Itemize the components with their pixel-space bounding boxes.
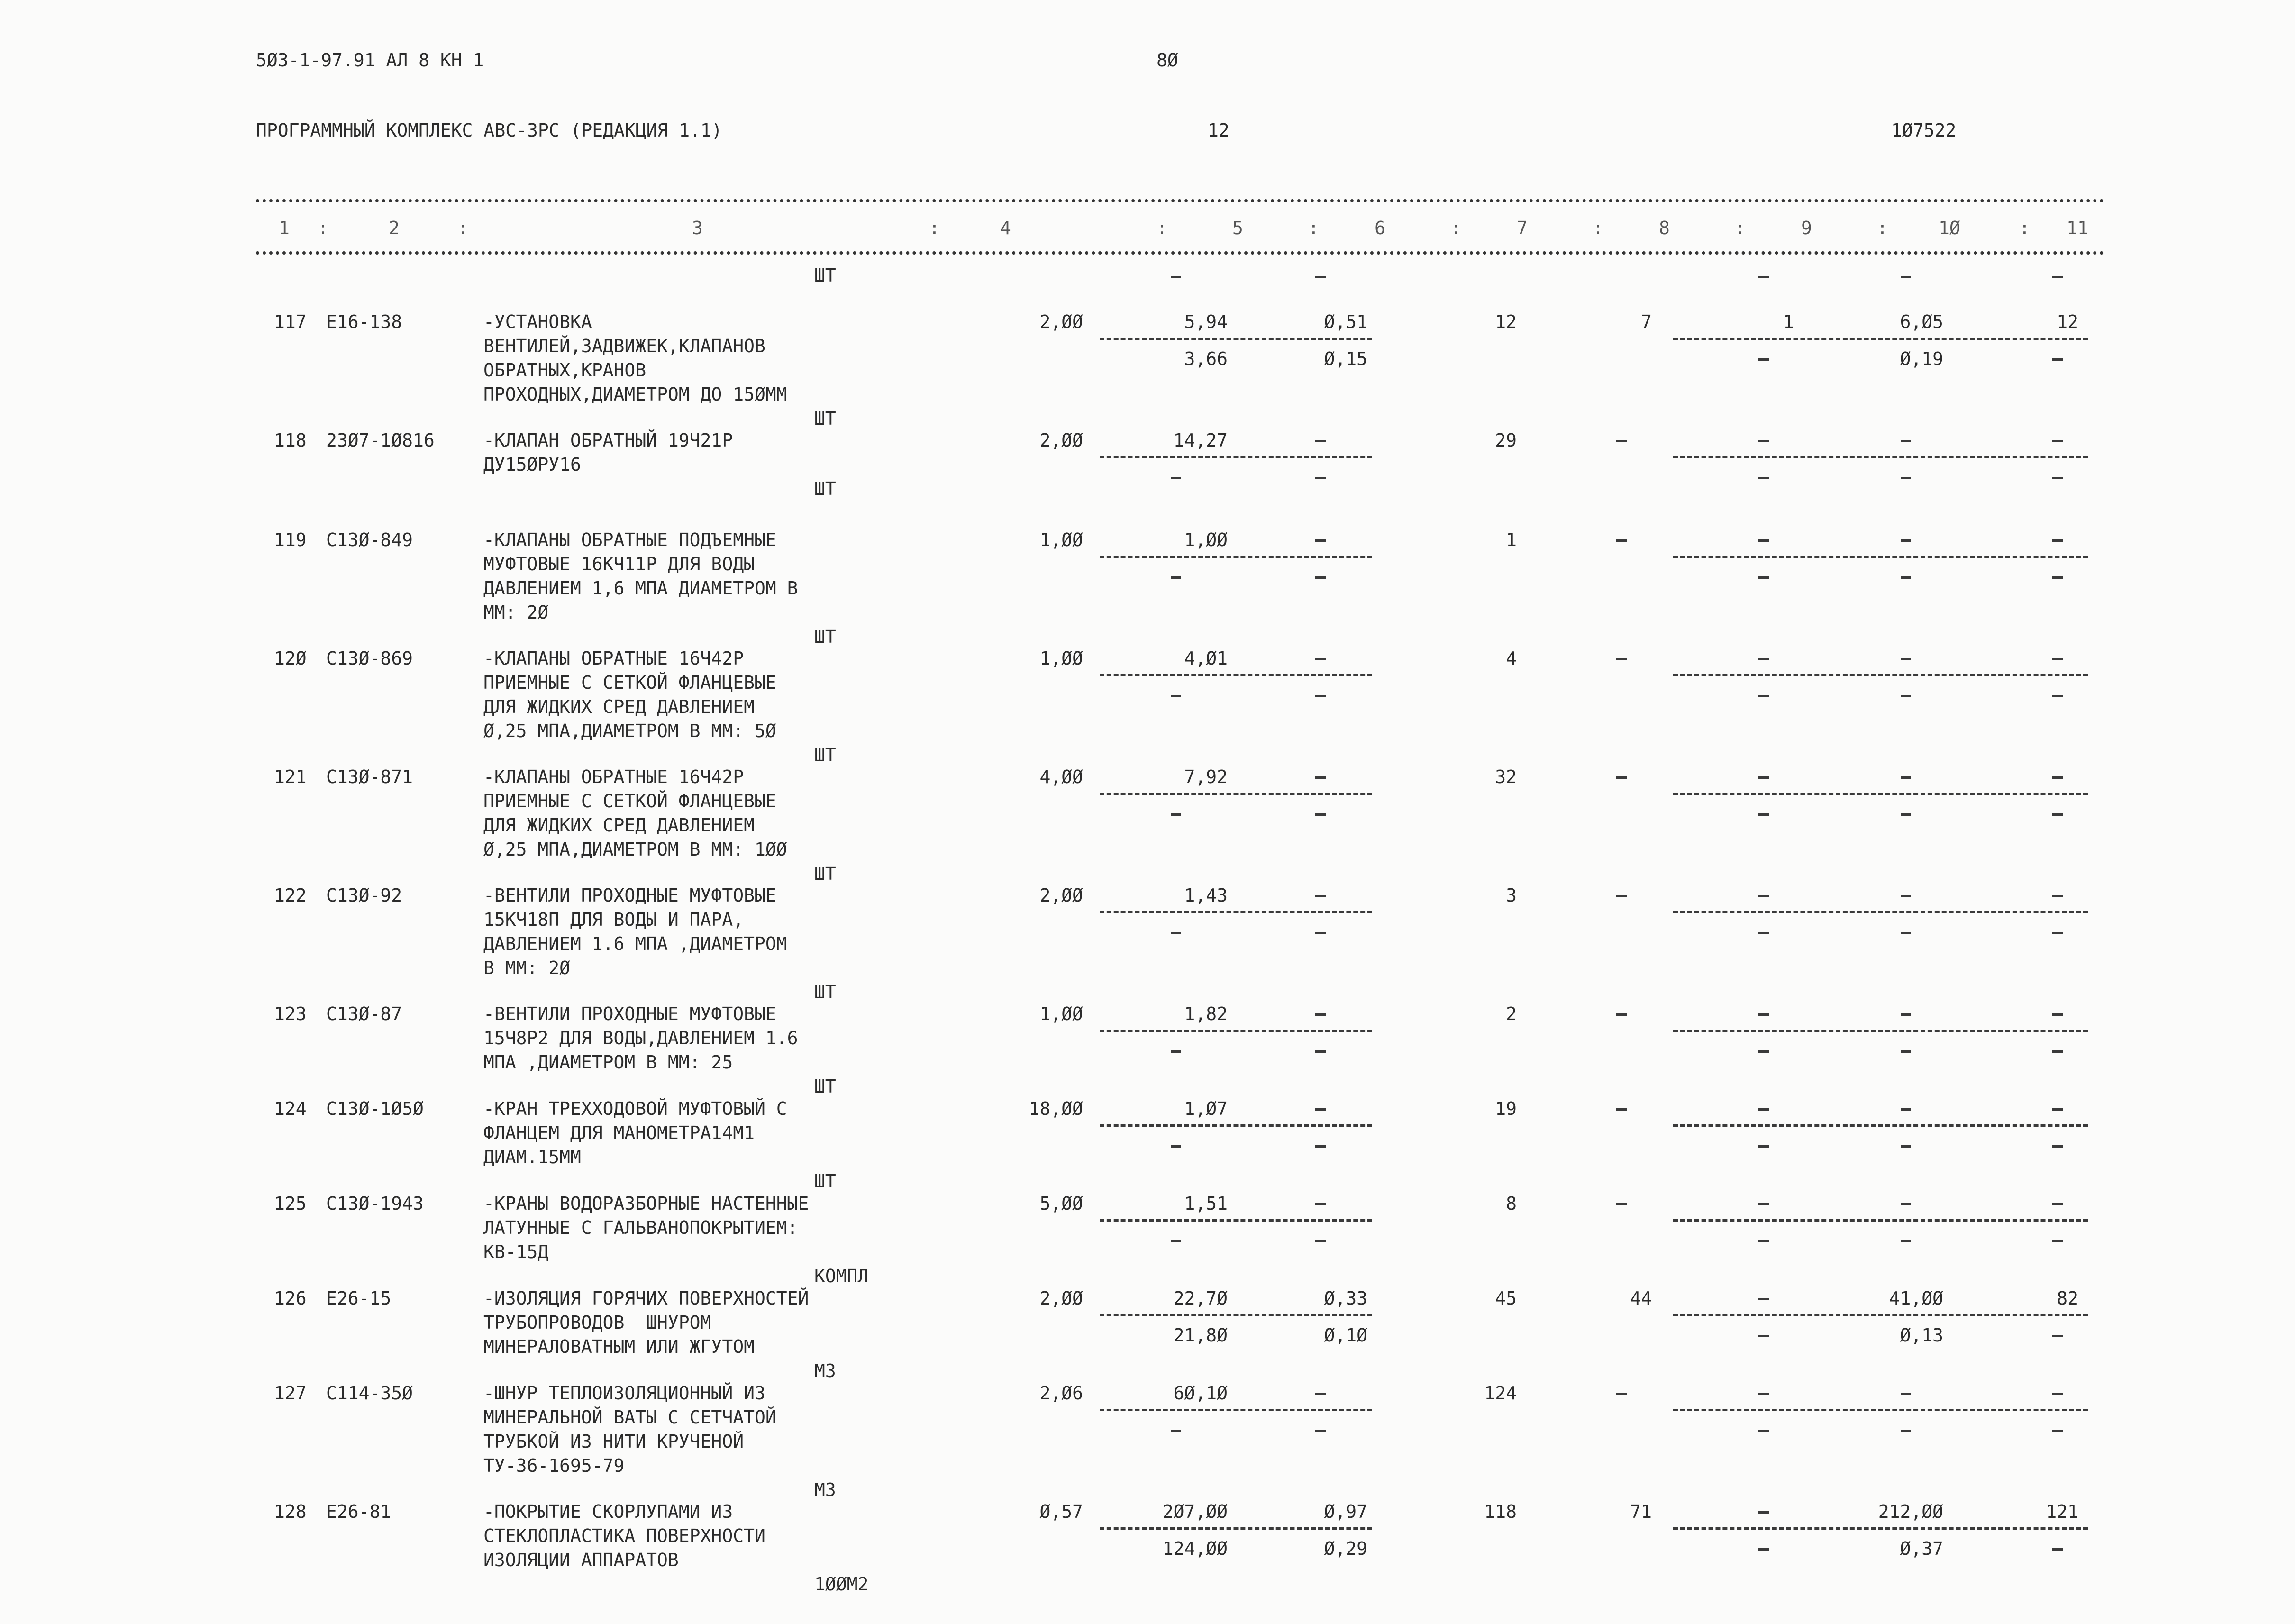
- dash-mark: [1758, 440, 1769, 442]
- dash-mark: [1901, 776, 1911, 779]
- dash-mark: [2052, 1430, 2063, 1432]
- column-header-6: 6: [1375, 218, 1385, 238]
- subtotal-separator: [1673, 1409, 2088, 1411]
- dash-mark: [1616, 658, 1627, 660]
- cell-qty: 2,ØØ: [1039, 311, 1083, 332]
- row-description-line: -КРАНЫ ВОДОРАЗБОРНЫЕ НАСТЕННЫЕ: [483, 1193, 809, 1214]
- dash-mark: [1901, 477, 1911, 479]
- row-description-line: ПРИЕМНЫЕ С СЕТКОЙ ФЛАНЦЕВЫЕ: [483, 672, 776, 693]
- cell-qty: 5,ØØ: [1039, 1193, 1083, 1214]
- dash-mark: [1315, 440, 1326, 442]
- column-header-3: 3: [692, 218, 703, 238]
- row-description-line: ОБРАТНЫХ,КРАНОВ: [483, 360, 647, 381]
- cell-c5: 21,8Ø: [1173, 1325, 1228, 1346]
- subtotal-separator: [1100, 456, 1372, 458]
- row-number: 123: [274, 1004, 307, 1024]
- dash-mark: [2052, 576, 2063, 579]
- column-separator: :: [1308, 218, 1319, 238]
- subtotal-separator: [1673, 1219, 2088, 1222]
- dash-mark: [1171, 576, 1181, 579]
- cell-qty: 1,ØØ: [1039, 1004, 1083, 1024]
- cell-qty: 2,ØØ: [1039, 1288, 1083, 1309]
- row-code: С13Ø-849: [326, 529, 413, 550]
- row-description-line: ТУ-36-1695-79: [483, 1455, 625, 1476]
- column-header-7: 7: [1517, 218, 1528, 238]
- subtotal-separator: [1673, 338, 2088, 340]
- row-description-line: ПРОХОДНЫХ,ДИАМЕТРОМ ДО 15ØММ: [483, 384, 787, 405]
- cell-c5: 14,27: [1173, 430, 1228, 451]
- cell-c10: Ø,19: [1900, 348, 1943, 369]
- cell-c10: 6,Ø5: [1900, 311, 1943, 332]
- column-header-9: 9: [1801, 218, 1812, 238]
- row-description-line: -ИЗОЛЯЦИЯ ГОРЯЧИХ ПОВЕРХНОСТЕЙ: [483, 1288, 809, 1309]
- cell-c10: Ø,37: [1900, 1538, 1943, 1559]
- row-unit: М3: [814, 1479, 836, 1500]
- cell-c7: 124: [1484, 1383, 1517, 1404]
- column-separator: :: [1450, 218, 1461, 238]
- row-number: 121: [274, 766, 307, 787]
- program-title: ПРОГРАММНЫЙ КОМПЛЕКС АВС-3РС (РЕДАКЦИЯ 1.1): [256, 120, 722, 141]
- cell-qty: 18,ØØ: [1029, 1098, 1083, 1119]
- dash-mark: [1758, 1335, 1769, 1337]
- row-description-line: ДАВЛЕНИЕМ 1.6 МПА ,ДИАМЕТРОМ: [483, 933, 787, 954]
- dash-mark: [1171, 1145, 1181, 1148]
- dash-mark: [1315, 895, 1326, 897]
- cell-c7: 1: [1506, 529, 1517, 550]
- cell-c7: 4: [1506, 648, 1517, 669]
- row-description-line: ДАВЛЕНИЕМ 1,6 МПА ДИАМЕТРОМ В: [483, 578, 798, 599]
- row-code: Е26-15: [326, 1288, 392, 1309]
- cell-c6: Ø,33: [1324, 1288, 1367, 1309]
- row-description-line: ИЗОЛЯЦИИ АППАРАТОВ: [483, 1550, 679, 1570]
- row-description-line: ДУ15ØРУ16: [483, 454, 581, 475]
- row-number: 128: [274, 1501, 307, 1522]
- dash-mark: [1901, 895, 1911, 897]
- cell-c11: 82: [2057, 1288, 2078, 1309]
- dash-mark: [1616, 539, 1627, 542]
- dash-mark: [1901, 539, 1911, 542]
- row-description-line: Ø,25 МПА,ДИАМЕТРОМ В ММ: 1ØØ: [483, 839, 787, 860]
- cell-c7: 8: [1506, 1193, 1517, 1214]
- subtotal-separator: [1673, 674, 2088, 676]
- row-description-line: 15КЧ18П ДЛЯ ВОДЫ И ПАРА,: [483, 909, 744, 930]
- cell-c5: 2Ø7,ØØ: [1162, 1501, 1228, 1522]
- column-header-1: 1: [279, 218, 290, 238]
- dash-mark: [2052, 658, 2063, 660]
- cell-c5: 1,Ø7: [1184, 1098, 1228, 1119]
- cell-qty: 1,ØØ: [1039, 529, 1083, 550]
- cell-c11: 12: [2057, 311, 2078, 332]
- dash-mark: [1901, 932, 1911, 934]
- row-description-line: МУФТОВЫЕ 16КЧ11Р ДЛЯ ВОДЫ: [483, 554, 755, 575]
- dash-mark: [1758, 1145, 1769, 1148]
- row-code: Е16-138: [326, 311, 402, 332]
- cell-c7: 45: [1495, 1288, 1517, 1309]
- row-description-line: МПА ,ДИАМЕТРОМ В ММ: 25: [483, 1052, 733, 1073]
- row-description-line: ДИАМ.15ММ: [483, 1147, 581, 1168]
- column-header-1Ø: 1Ø: [1939, 218, 1960, 238]
- dash-mark: [2052, 477, 2063, 479]
- dash-mark: [1616, 1013, 1627, 1016]
- row-code: С114-35Ø: [326, 1383, 413, 1404]
- dash-mark: [1901, 1203, 1911, 1205]
- subtotal-separator: [1673, 1124, 2088, 1127]
- dash-mark: [1616, 895, 1627, 897]
- dash-mark: [2052, 1393, 2063, 1395]
- row-description-line: -КЛАПАНЫ ОБРАТНЫЕ 16Ч42Р: [483, 648, 744, 669]
- dash-mark: [1758, 1050, 1769, 1053]
- column-separator: :: [1593, 218, 1603, 238]
- row-description-line: ТРУБКОЙ ИЗ НИТИ КРУЧЕНОЙ: [483, 1431, 744, 1452]
- row-description-line: 15Ч8Р2 ДЛЯ ВОДЫ,ДАВЛЕНИЕМ 1.6: [483, 1028, 798, 1049]
- dash-mark: [2052, 1013, 2063, 1016]
- row-description-line: -КЛАПАНЫ ОБРАТНЫЕ ПОДЪЕМНЫЕ: [483, 529, 776, 550]
- cell-c7: 118: [1484, 1501, 1517, 1522]
- row-unit: ШТ: [814, 408, 836, 429]
- row-unit: М3: [814, 1360, 836, 1381]
- row-code: С13Ø-92: [326, 885, 402, 906]
- row-description-line: МИНЕРАЛЬНОЙ ВАТЫ С СЕТЧАТОЙ: [483, 1407, 776, 1428]
- row-code: С13Ø-1943: [326, 1193, 424, 1214]
- column-separator: :: [929, 218, 940, 238]
- dash-mark: [1758, 813, 1769, 816]
- cell-c6: Ø,51: [1324, 311, 1367, 332]
- dash-mark: [1315, 1393, 1326, 1395]
- row-description-line: СТЕКЛОПЛАСТИКА ПОВЕРХНОСТИ: [483, 1525, 765, 1546]
- dash-mark: [1758, 1108, 1769, 1111]
- header-bottom-border: [256, 251, 2104, 255]
- sheet-number: 12: [1208, 120, 1229, 141]
- dash-mark: [1901, 1393, 1911, 1395]
- row-description-line: ФЛАНЦЕМ ДЛЯ МАНОМЕТРА14М1: [483, 1122, 755, 1143]
- row-unit: ШТ: [814, 982, 836, 1003]
- cell-c6: Ø,1Ø: [1324, 1325, 1367, 1346]
- cell-qty: 2,ØØ: [1039, 430, 1083, 451]
- dash-mark: [1901, 576, 1911, 579]
- cell-c10: 41,ØØ: [1889, 1288, 1943, 1309]
- dash-mark: [1901, 1145, 1911, 1148]
- row-unit: КОМПЛ: [814, 1266, 869, 1286]
- row-number: 124: [274, 1098, 307, 1119]
- subtotal-separator: [1100, 1409, 1372, 1411]
- row-number: 119: [274, 529, 307, 550]
- dash-mark: [1616, 1108, 1627, 1111]
- subtotal-separator: [1100, 1124, 1372, 1127]
- column-separator: :: [2019, 218, 2030, 238]
- dash-mark: [1758, 539, 1769, 542]
- cell-c7: 12: [1495, 311, 1517, 332]
- row-code: С13Ø-871: [326, 766, 413, 787]
- row-unit: ШТ: [814, 478, 836, 499]
- dash-mark: [1901, 1108, 1911, 1111]
- dash-mark: [2052, 1240, 2063, 1242]
- dash-mark: [1901, 695, 1911, 697]
- dash-mark: [1901, 440, 1911, 442]
- dash-mark: [1616, 1393, 1627, 1395]
- row-description-line: МИНЕРАЛОВАТНЫМ ИЛИ ЖГУТОМ: [483, 1336, 755, 1357]
- row-number: 126: [274, 1288, 307, 1309]
- column-header-2: 2: [389, 218, 400, 238]
- dash-mark: [2052, 895, 2063, 897]
- cell-c5: 7,92: [1184, 766, 1228, 787]
- subtotal-separator: [1100, 1219, 1372, 1222]
- subtotal-separator: [1673, 911, 2088, 913]
- row-description-line: Ø,25 МПА,ДИАМЕТРОМ В ММ: 5Ø: [483, 721, 776, 741]
- subtotal-separator: [1100, 556, 1372, 558]
- row-number: 125: [274, 1193, 307, 1214]
- dash-mark: [1315, 1108, 1326, 1111]
- dash-mark: [1171, 1240, 1181, 1242]
- dash-mark: [1758, 1240, 1769, 1242]
- dash-mark: [1758, 658, 1769, 660]
- row-description-line: -КЛАПАНЫ ОБРАТНЫЕ 16Ч42Р: [483, 766, 744, 787]
- dash-mark: [1315, 1013, 1326, 1016]
- row-description-line: ТРУБОПРОВОДОВ ШНУРОМ: [483, 1312, 711, 1333]
- cell-c5: 3,66: [1184, 348, 1228, 369]
- column-separator: :: [318, 218, 328, 238]
- row-description-line: ВЕНТИЛЕЙ,ЗАДВИЖЕК,КЛАПАНОВ: [483, 336, 765, 356]
- subtotal-separator: [1100, 1314, 1372, 1316]
- dash-mark: [1315, 658, 1326, 660]
- subtotal-separator: [1673, 556, 2088, 558]
- cell-c7: 3: [1506, 885, 1517, 906]
- dash-mark: [1315, 539, 1326, 542]
- cell-c10: 212,ØØ: [1878, 1501, 1943, 1522]
- row-description-line: -ВЕНТИЛИ ПРОХОДНЫЕ МУФТОВЫЕ: [483, 1004, 776, 1024]
- dash-mark: [2052, 1548, 2063, 1551]
- dash-mark: [1315, 813, 1326, 816]
- subtotal-separator: [1673, 1527, 2088, 1530]
- cell-c9: 1: [1783, 311, 1794, 332]
- row-description-line: В ММ: 2Ø: [483, 958, 571, 978]
- dash-mark: [1758, 1013, 1769, 1016]
- dash-mark: [1758, 695, 1769, 697]
- dash-mark: [1758, 1430, 1769, 1432]
- dash-mark: [1758, 576, 1769, 579]
- dash-mark: [2052, 813, 2063, 816]
- document-code: 5Ø3-1-97.91 АЛ 8 КН 1: [256, 50, 484, 71]
- cell-c6: Ø,97: [1324, 1501, 1367, 1522]
- row-number: 127: [274, 1383, 307, 1404]
- dash-mark: [1171, 1430, 1181, 1432]
- row-description-line: -ПОКРЫТИЕ СКОРЛУПАМИ ИЗ: [483, 1501, 733, 1522]
- dash-mark: [1315, 695, 1326, 697]
- cell-qty: Ø,57: [1039, 1501, 1083, 1522]
- row-description-line: -УСТАНОВКА: [483, 311, 592, 332]
- dash-mark: [1901, 658, 1911, 660]
- dash-mark: [1901, 1430, 1911, 1432]
- row-code: С13Ø-1Ø5Ø: [326, 1098, 424, 1119]
- dash-mark: [1315, 477, 1326, 479]
- column-header-4: 4: [1000, 218, 1011, 238]
- row-unit: ШТ: [814, 1076, 836, 1097]
- dash-mark: [1171, 813, 1181, 816]
- dash-mark: [2052, 1145, 2063, 1148]
- dash-mark: [1901, 1240, 1911, 1242]
- row-code: С13Ø-87: [326, 1004, 402, 1024]
- row-number: 117: [274, 311, 307, 332]
- dash-mark: [2052, 1335, 2063, 1337]
- cell-c8: 71: [1630, 1501, 1652, 1522]
- dash-mark: [1171, 932, 1181, 934]
- column-header-5: 5: [1232, 218, 1243, 238]
- dash-mark: [1616, 776, 1627, 779]
- dash-mark: [1315, 276, 1326, 278]
- column-separator: :: [1157, 218, 1167, 238]
- dash-mark: [1901, 276, 1911, 278]
- dash-mark: [1758, 932, 1769, 934]
- row-description-line: ПРИЕМНЫЕ С СЕТКОЙ ФЛАНЦЕВЫЕ: [483, 791, 776, 812]
- subtotal-separator: [1100, 338, 1372, 340]
- cell-c6: Ø,29: [1324, 1538, 1367, 1559]
- dash-mark: [1758, 1298, 1769, 1300]
- carried-unit: ШТ: [814, 265, 836, 286]
- dash-mark: [1616, 440, 1627, 442]
- cell-c5: 22,7Ø: [1173, 1288, 1228, 1309]
- cell-c5: 1,43: [1184, 885, 1228, 906]
- dash-mark: [1901, 1013, 1911, 1016]
- column-header-11: 11: [2067, 218, 2088, 238]
- subtotal-separator: [1100, 1527, 1372, 1530]
- dash-mark: [1758, 895, 1769, 897]
- row-description-line: ДЛЯ ЖИДКИХ СРЕД ДАВЛЕНИЕМ: [483, 696, 755, 717]
- row-description-line: ММ: 2Ø: [483, 602, 549, 623]
- column-header-8: 8: [1659, 218, 1670, 238]
- row-description-line: КВ-15Д: [483, 1241, 549, 1262]
- cell-qty: 2,ØØ: [1039, 885, 1083, 906]
- dash-mark: [2052, 695, 2063, 697]
- row-description-line: ЛАТУННЫЕ С ГАЛЬВАНОПОКРЫТИЕМ:: [483, 1217, 798, 1238]
- dash-mark: [1171, 1050, 1181, 1053]
- dash-mark: [2052, 1050, 2063, 1053]
- row-unit: ШТ: [814, 863, 836, 884]
- row-description-line: ДЛЯ ЖИДКИХ СРЕД ДАВЛЕНИЕМ: [483, 815, 755, 836]
- cell-c5: 1,ØØ: [1184, 529, 1228, 550]
- dash-mark: [1758, 358, 1769, 361]
- cell-c7: 2: [1506, 1004, 1517, 1024]
- dash-mark: [1758, 1511, 1769, 1514]
- dash-mark: [1171, 276, 1181, 278]
- row-description-line: -КРАН ТРЕХХОДОВОЙ МУФТОВЫЙ С: [483, 1098, 787, 1119]
- dash-mark: [2052, 1108, 2063, 1111]
- row-number: 118: [274, 430, 307, 451]
- dash-mark: [1901, 813, 1911, 816]
- dash-mark: [1315, 1430, 1326, 1432]
- dash-mark: [1315, 776, 1326, 779]
- dash-mark: [1171, 695, 1181, 697]
- row-unit: ШТ: [814, 626, 836, 647]
- row-number: 122: [274, 885, 307, 906]
- table-top-border: [256, 199, 2104, 202]
- row-number: 12Ø: [274, 648, 307, 669]
- dash-mark: [1758, 477, 1769, 479]
- subtotal-separator: [1100, 793, 1372, 795]
- subtotal-separator: [1673, 1314, 2088, 1316]
- subtotal-separator: [1100, 1030, 1372, 1032]
- page-number: 8Ø: [1157, 50, 1178, 71]
- row-unit: ШТ: [814, 745, 836, 766]
- dash-mark: [1315, 1145, 1326, 1148]
- cell-c5: 1,51: [1184, 1193, 1228, 1214]
- dash-mark: [1616, 1203, 1627, 1205]
- cell-qty: 2,Ø6: [1039, 1383, 1083, 1404]
- dash-mark: [2052, 358, 2063, 361]
- cell-c6: Ø,15: [1324, 348, 1367, 369]
- cell-c7: 29: [1495, 430, 1517, 451]
- row-unit: ШТ: [814, 1171, 836, 1192]
- subtotal-separator: [1673, 1030, 2088, 1032]
- cell-qty: 4,ØØ: [1039, 766, 1083, 787]
- column-separator: :: [1735, 218, 1746, 238]
- subtotal-separator: [1100, 674, 1372, 676]
- dash-mark: [1758, 776, 1769, 779]
- cell-c5: 4,Ø1: [1184, 648, 1228, 669]
- dash-mark: [1315, 576, 1326, 579]
- cell-c5: 6Ø,1Ø: [1173, 1383, 1228, 1404]
- row-description-line: -ВЕНТИЛИ ПРОХОДНЫЕ МУФТОВЫЕ: [483, 885, 776, 906]
- cell-c11: 121: [2046, 1501, 2078, 1522]
- dash-mark: [2052, 932, 2063, 934]
- column-separator: :: [1877, 218, 1888, 238]
- row-unit: 1ØØМ2: [814, 1574, 869, 1595]
- subtotal-separator: [1673, 793, 2088, 795]
- row-description-line: -КЛАПАН ОБРАТНЫЙ 19Ч21Р: [483, 430, 733, 451]
- dash-mark: [1758, 1548, 1769, 1551]
- dash-mark: [1758, 276, 1769, 278]
- dash-mark: [2052, 776, 2063, 779]
- cell-c5: 124,ØØ: [1162, 1538, 1228, 1559]
- dash-mark: [2052, 1203, 2063, 1205]
- cell-c8: 44: [1630, 1288, 1652, 1309]
- cell-c8: 7: [1641, 311, 1652, 332]
- column-separator: :: [457, 218, 468, 238]
- row-code: С13Ø-869: [326, 648, 413, 669]
- dash-mark: [1315, 1203, 1326, 1205]
- dash-mark: [1315, 1240, 1326, 1242]
- dash-mark: [1901, 1050, 1911, 1053]
- row-code: 23Ø7-1Ø816: [326, 430, 435, 451]
- cell-qty: 1,ØØ: [1039, 648, 1083, 669]
- cell-c5: 1,82: [1184, 1004, 1228, 1024]
- dash-mark: [2052, 539, 2063, 542]
- document-number: 1Ø7522: [1891, 120, 1957, 141]
- cell-c7: 19: [1495, 1098, 1517, 1119]
- dash-mark: [1315, 932, 1326, 934]
- dash-mark: [1315, 1050, 1326, 1053]
- dash-mark: [1758, 1393, 1769, 1395]
- cell-c5: 5,94: [1184, 311, 1228, 332]
- dash-mark: [2052, 440, 2063, 442]
- row-code: Е26-81: [326, 1501, 392, 1522]
- subtotal-separator: [1673, 456, 2088, 458]
- dash-mark: [1758, 1203, 1769, 1205]
- row-description-line: -ШНУР ТЕПЛОИЗОЛЯЦИОННЫЙ ИЗ: [483, 1383, 765, 1404]
- subtotal-separator: [1100, 911, 1372, 913]
- dash-mark: [1171, 477, 1181, 479]
- cell-c7: 32: [1495, 766, 1517, 787]
- dash-mark: [2052, 276, 2063, 278]
- cell-c10: Ø,13: [1900, 1325, 1943, 1346]
